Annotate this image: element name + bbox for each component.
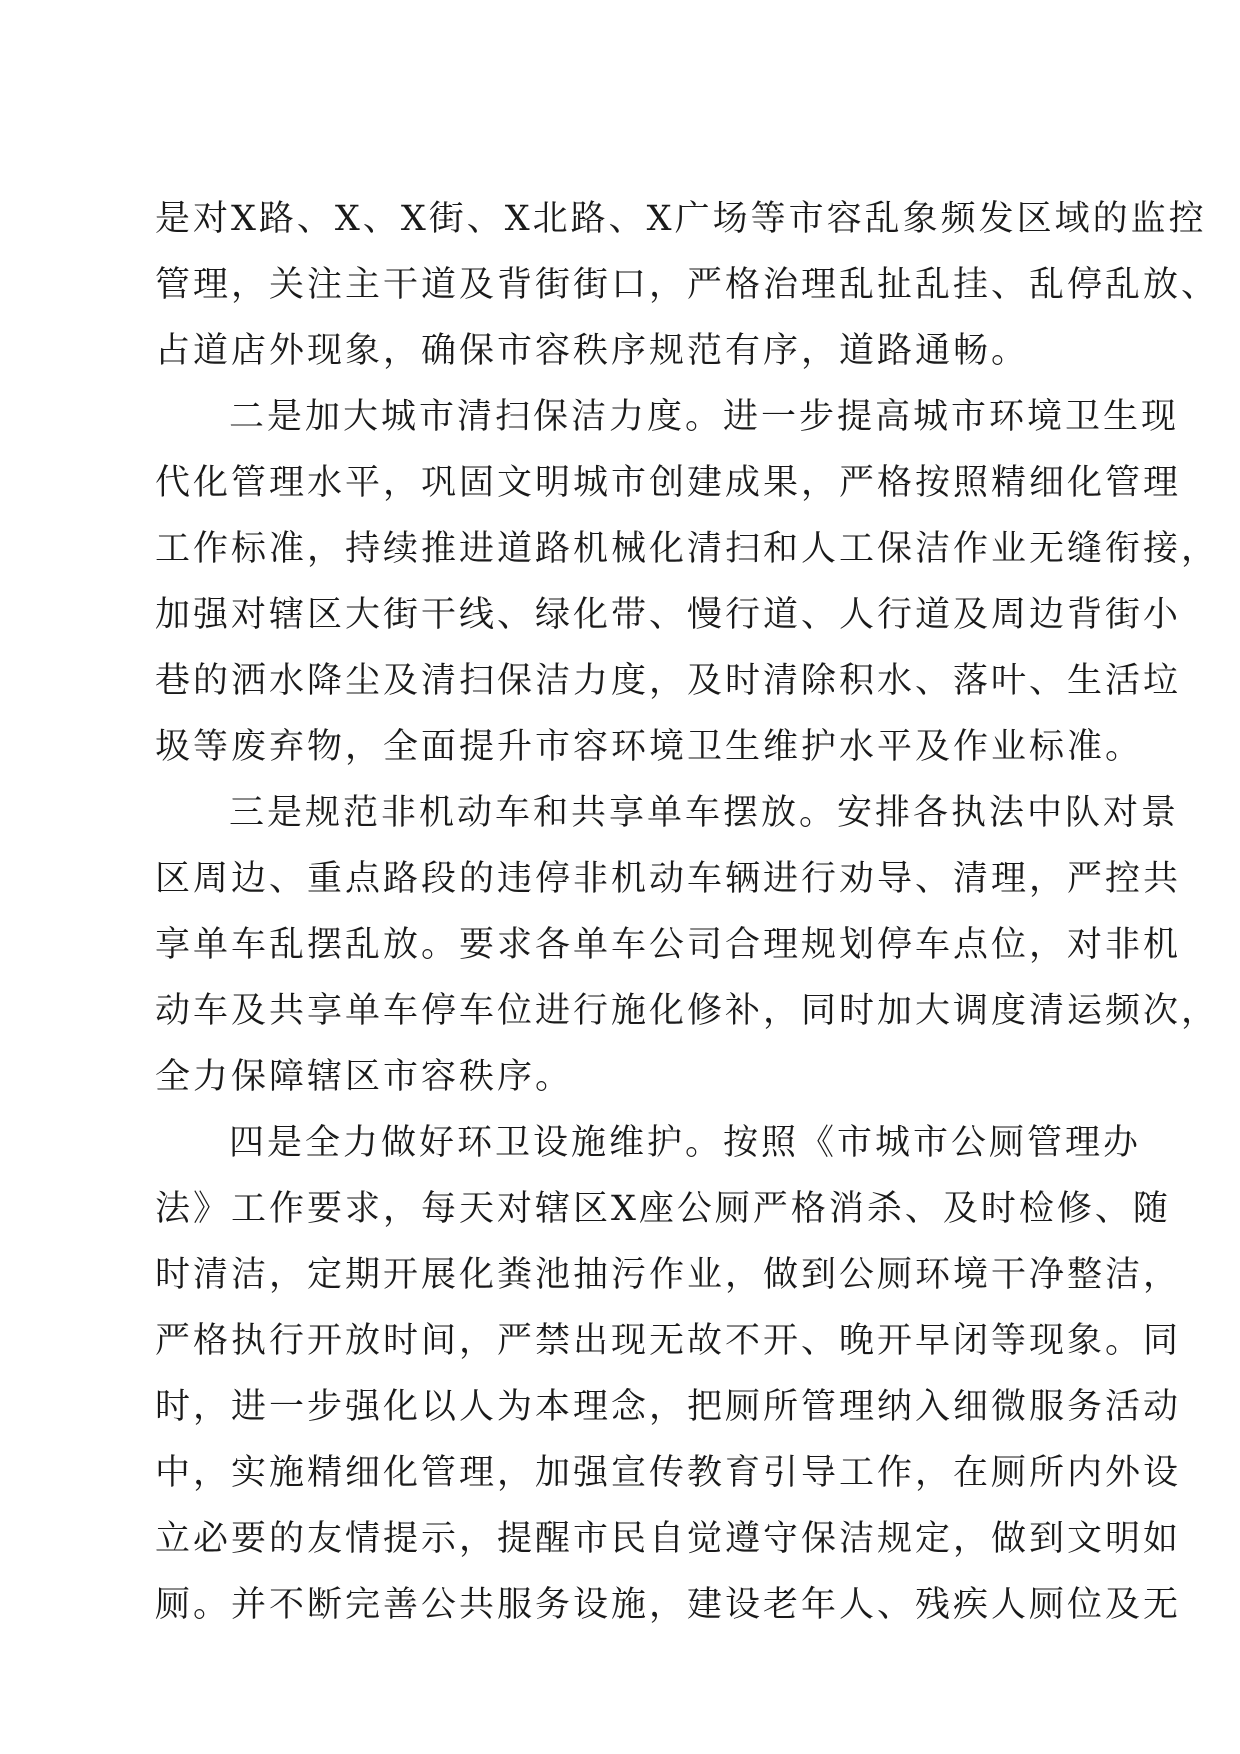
text-line: 管理，关注主干道及背街街口，严格治理乱扯乱挂、乱停乱放、 (155, 265, 1220, 305)
text-line: 圾等废弃物，全面提升市容环境卫生维护水平及作业标准。 (155, 727, 1144, 767)
text-line: 立必要的友情提示，提醒市民自觉遵守保洁规定，做到文明如 (155, 1519, 1182, 1559)
text-line: 中，实施精细化管理，加强宣传教育引导工作，在厕所内外设 (155, 1453, 1182, 1493)
text-line: 区周边、重点路段的违停非机动车辆进行劝导、清理，严控共 (155, 859, 1182, 899)
text-line: 法》工作要求，每天对辖区X座公厕严格消杀、及时检修、随 (155, 1189, 1171, 1229)
text-line: 动车及共享单车停车位进行施化修补，同时加大调度清运频次， (155, 991, 1220, 1031)
paragraph-start-line: 二是加大城市清扫保洁力度。进一步提高城市环境卫生现 (229, 397, 1180, 437)
text-line: 占道店外现象，确保市容秩序规范有序，道路通畅。 (155, 331, 1030, 371)
text-line: 全力保障辖区市容秩序。 (155, 1057, 574, 1097)
document-body (155, 186, 1220, 1638)
text-line: 严格执行开放时间，严禁出现无故不开、晚开早闭等现象。同 (155, 1321, 1182, 1361)
text-line: 时清洁，定期开展化粪池抽污作业，做到公厕环境干净整洁， (155, 1255, 1182, 1295)
text-line: 工作标准，持续推进道路机械化清扫和人工保洁作业无缝衔接， (155, 529, 1220, 569)
text-line: 是对X路、X、X街、X北路、X广场等市容乱象频发区域的监控 (155, 199, 1207, 239)
text-line: 加强对辖区大街干线、绿化带、慢行道、人行道及周边背街小 (155, 595, 1182, 635)
paragraph-start-line: 三是规范非机动车和共享单车摆放。安排各执法中队对景 (229, 793, 1180, 833)
text-line: 代化管理水平，巩固文明城市创建成果，严格按照精细化管理 (155, 463, 1182, 503)
text-line: 巷的洒水降尘及清扫保洁力度，及时清除积水、落叶、生活垃 (155, 661, 1182, 701)
text-line: 厕。并不断完善公共服务设施，建设老年人、残疾人厕位及无 (155, 1585, 1182, 1625)
paragraph-start-line: 四是全力做好环卫设施维护。按照《市城市公厕管理办 (229, 1123, 1142, 1163)
text-line: 时，进一步强化以人为本理念，把厕所管理纳入细微服务活动 (155, 1387, 1182, 1427)
text-line: 享单车乱摆乱放。要求各单车公司合理规划停车点位，对非机 (155, 925, 1182, 965)
